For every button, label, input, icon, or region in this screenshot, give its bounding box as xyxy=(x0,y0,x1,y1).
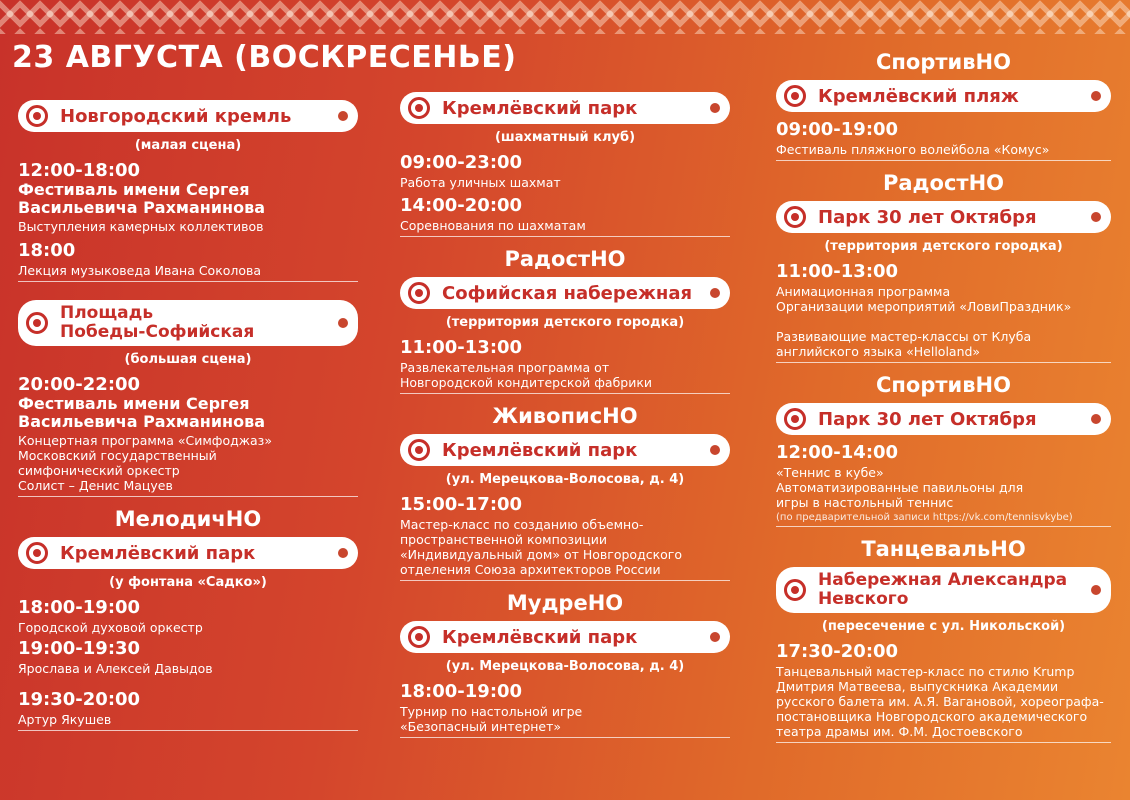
venue-subtitle: (территория детского городка) xyxy=(445,315,685,330)
location-pin-icon xyxy=(26,105,48,127)
event-desc: Работа уличных шахмат xyxy=(400,175,561,190)
page-title: 23 АВГУСТА (ВОСКРЕСЕНЬЕ) xyxy=(12,40,517,75)
event-desc: Анимационная программа Организации мероприятий «ЛовиПраздник» Развивающие мастер-классы от Клуба английского языка «Helloland» xyxy=(776,284,1072,359)
section-heading: СпортивНО xyxy=(876,50,1011,74)
venue-pill xyxy=(18,537,358,569)
dot-icon xyxy=(710,445,720,455)
column-right xyxy=(776,50,1111,753)
venue-subtitle: (пересечение с ул. Никольской) xyxy=(821,619,1066,634)
dot-icon xyxy=(710,288,720,298)
section-heading: МелодичНО xyxy=(114,507,262,531)
venue-subtitle: (шахматный клуб) xyxy=(494,130,636,145)
venue-name: Набережная Александра Невского xyxy=(818,570,1068,609)
venue-subtitle: (ул. Мерецкова-Волосова, д. 4) xyxy=(445,472,685,487)
location-pin-icon xyxy=(784,85,806,107)
event-item xyxy=(18,241,358,282)
event-desc: Лекция музыковеда Ивана Соколова xyxy=(18,263,262,278)
column-left xyxy=(18,100,358,741)
venue-name: Парк 30 лет Октября xyxy=(818,206,1037,228)
dot-icon xyxy=(1091,414,1101,424)
location-pin-icon xyxy=(408,97,430,119)
event-time: 15:00-17:00 xyxy=(400,494,523,515)
dot-icon xyxy=(1091,212,1101,222)
event-desc: Выступления камерных коллективов xyxy=(18,219,264,234)
event-time: 18:00-19:00 xyxy=(400,681,523,702)
location-pin-icon xyxy=(408,439,430,461)
venue-pill xyxy=(776,403,1111,435)
event-time: 18:00 xyxy=(18,240,76,261)
event-time: 20:00-22:00 xyxy=(18,374,141,395)
location-pin-icon xyxy=(26,312,48,334)
venue-block xyxy=(18,100,358,282)
location-pin-icon xyxy=(784,579,806,601)
venue-pill xyxy=(776,80,1111,112)
event-time: 09:00-23:00 xyxy=(400,152,523,173)
venue-pill xyxy=(18,100,358,132)
venue-subtitle: (малая сцена) xyxy=(134,138,242,153)
venue-name: Кремлёвский парк xyxy=(442,439,638,461)
venue-pill xyxy=(18,300,358,346)
venue-pill xyxy=(776,567,1111,613)
venue-subtitle: (ул. Мерецкова-Волосова, д. 4) xyxy=(445,659,685,674)
event-item xyxy=(400,682,730,738)
event-desc: Турнир по настольной игре «Безопасный интернет» xyxy=(400,704,583,734)
event-desc: Артур Якушев xyxy=(18,712,112,727)
event-title: Фестиваль имени Сергея Васильевича Рахманинова xyxy=(18,394,266,431)
dot-icon xyxy=(338,111,348,121)
event-desc: Соревнования по шахматам xyxy=(400,218,586,233)
event-title: Фестиваль имени Сергея Васильевича Рахманинова xyxy=(18,180,266,217)
event-desc: Городской духовой оркестр xyxy=(18,620,203,635)
event-note: (по предварительной записи https://vk.com/tennisvkybe) xyxy=(776,512,1073,523)
event-time: 11:00-13:00 xyxy=(776,261,899,282)
event-item xyxy=(18,690,358,731)
location-pin-icon xyxy=(408,626,430,648)
event-time: 09:00-19:00 xyxy=(776,119,899,140)
event-time: 19:30-20:00 xyxy=(18,689,141,710)
event-desc: Развлекательная программа от Новгородской кондитерской фабрики xyxy=(400,360,653,390)
section-heading: РадостНО xyxy=(883,171,1004,195)
dot-icon xyxy=(710,632,720,642)
venue-block xyxy=(18,507,358,731)
venue-name: Софийская набережная xyxy=(442,282,693,304)
venue-block xyxy=(400,591,730,738)
event-item xyxy=(776,443,1111,527)
venue-name: Площадь Победы-Софийская xyxy=(60,303,255,342)
venue-pill xyxy=(400,434,730,466)
location-pin-icon xyxy=(408,282,430,304)
event-desc: Танцевальный мастер-класс по стилю Krump Дмитрия Матвеева, выпускника Академии русского балета им. А.Я. Вагановой, хореографа- постановщика Новгородского академического театра драмы им. Ф.М. Достоевского xyxy=(776,664,1104,739)
venue-name: Кремлёвский парк xyxy=(442,626,638,648)
event-item xyxy=(18,639,358,676)
location-pin-icon xyxy=(26,542,48,564)
venue-block xyxy=(776,537,1111,743)
event-time: 17:30-20:00 xyxy=(776,641,899,662)
event-item xyxy=(776,262,1111,363)
dot-icon xyxy=(1091,91,1101,101)
event-item xyxy=(400,153,730,190)
event-item xyxy=(400,338,730,394)
event-time: 11:00-13:00 xyxy=(400,337,523,358)
venue-name: Кремлёвский парк xyxy=(442,97,638,119)
dot-icon xyxy=(338,548,348,558)
event-desc: Концертная программа «Симфоджаз» Московский государственный симфонический оркестр Солист – Денис Мацуев xyxy=(18,433,272,493)
section-heading: ТанцевальНО xyxy=(861,537,1026,561)
dot-icon xyxy=(1091,585,1101,595)
event-desc: Фестиваль пляжного волейбола «Комус» xyxy=(776,142,1050,157)
venue-name: Новгородский кремль xyxy=(60,105,292,127)
event-desc: Ярослава и Алексей Давыдов xyxy=(18,661,213,676)
dot-icon xyxy=(710,103,720,113)
venue-block xyxy=(776,50,1111,161)
venue-pill xyxy=(776,201,1111,233)
event-desc: Мастер-класс по созданию объемно- пространственной композиции «Индивидуальный дом» от Новгородского отделения Союза архитекторов России xyxy=(400,517,683,577)
event-time: 12:00-18:00 xyxy=(18,160,141,181)
event-time: 14:00-20:00 xyxy=(400,195,523,216)
section-heading: СпортивНО xyxy=(876,373,1011,397)
event-item xyxy=(18,598,358,635)
event-time: 12:00-14:00 xyxy=(776,442,899,463)
event-time: 19:00-19:30 xyxy=(18,638,141,659)
venue-name: Кремлёвский пляж xyxy=(818,85,1019,107)
event-item xyxy=(776,120,1111,161)
venue-name: Кремлёвский парк xyxy=(60,542,256,564)
venue-subtitle: (большая сцена) xyxy=(124,352,252,367)
event-item xyxy=(18,161,358,237)
venue-block xyxy=(400,247,730,394)
venue-block xyxy=(776,373,1111,527)
venue-name: Парк 30 лет Октября xyxy=(818,408,1037,430)
event-item xyxy=(400,196,730,237)
venue-block xyxy=(400,92,730,237)
venue-block xyxy=(400,404,730,581)
venue-pill xyxy=(400,277,730,309)
event-item xyxy=(776,642,1111,743)
venue-subtitle: (у фонтана «Садко») xyxy=(109,575,267,590)
section-heading: МудреНО xyxy=(506,591,624,615)
location-pin-icon xyxy=(784,408,806,430)
venue-subtitle: (территория детского городка) xyxy=(824,239,1063,254)
venue-pill xyxy=(400,621,730,653)
event-desc: «Теннис в кубе» Автоматизированные павильоны для игры в настольный теннис xyxy=(776,465,1024,510)
venue-block xyxy=(776,171,1111,363)
location-pin-icon xyxy=(784,206,806,228)
venue-block xyxy=(18,300,358,497)
event-item xyxy=(400,495,730,581)
column-middle xyxy=(400,92,730,748)
section-heading: ЖивописНО xyxy=(492,404,638,428)
section-heading: РадостНО xyxy=(504,247,626,271)
dot-icon xyxy=(338,318,348,328)
venue-pill xyxy=(400,92,730,124)
event-item xyxy=(18,375,358,497)
event-time: 18:00-19:00 xyxy=(18,597,141,618)
decorative-ornament-border xyxy=(0,0,1130,34)
